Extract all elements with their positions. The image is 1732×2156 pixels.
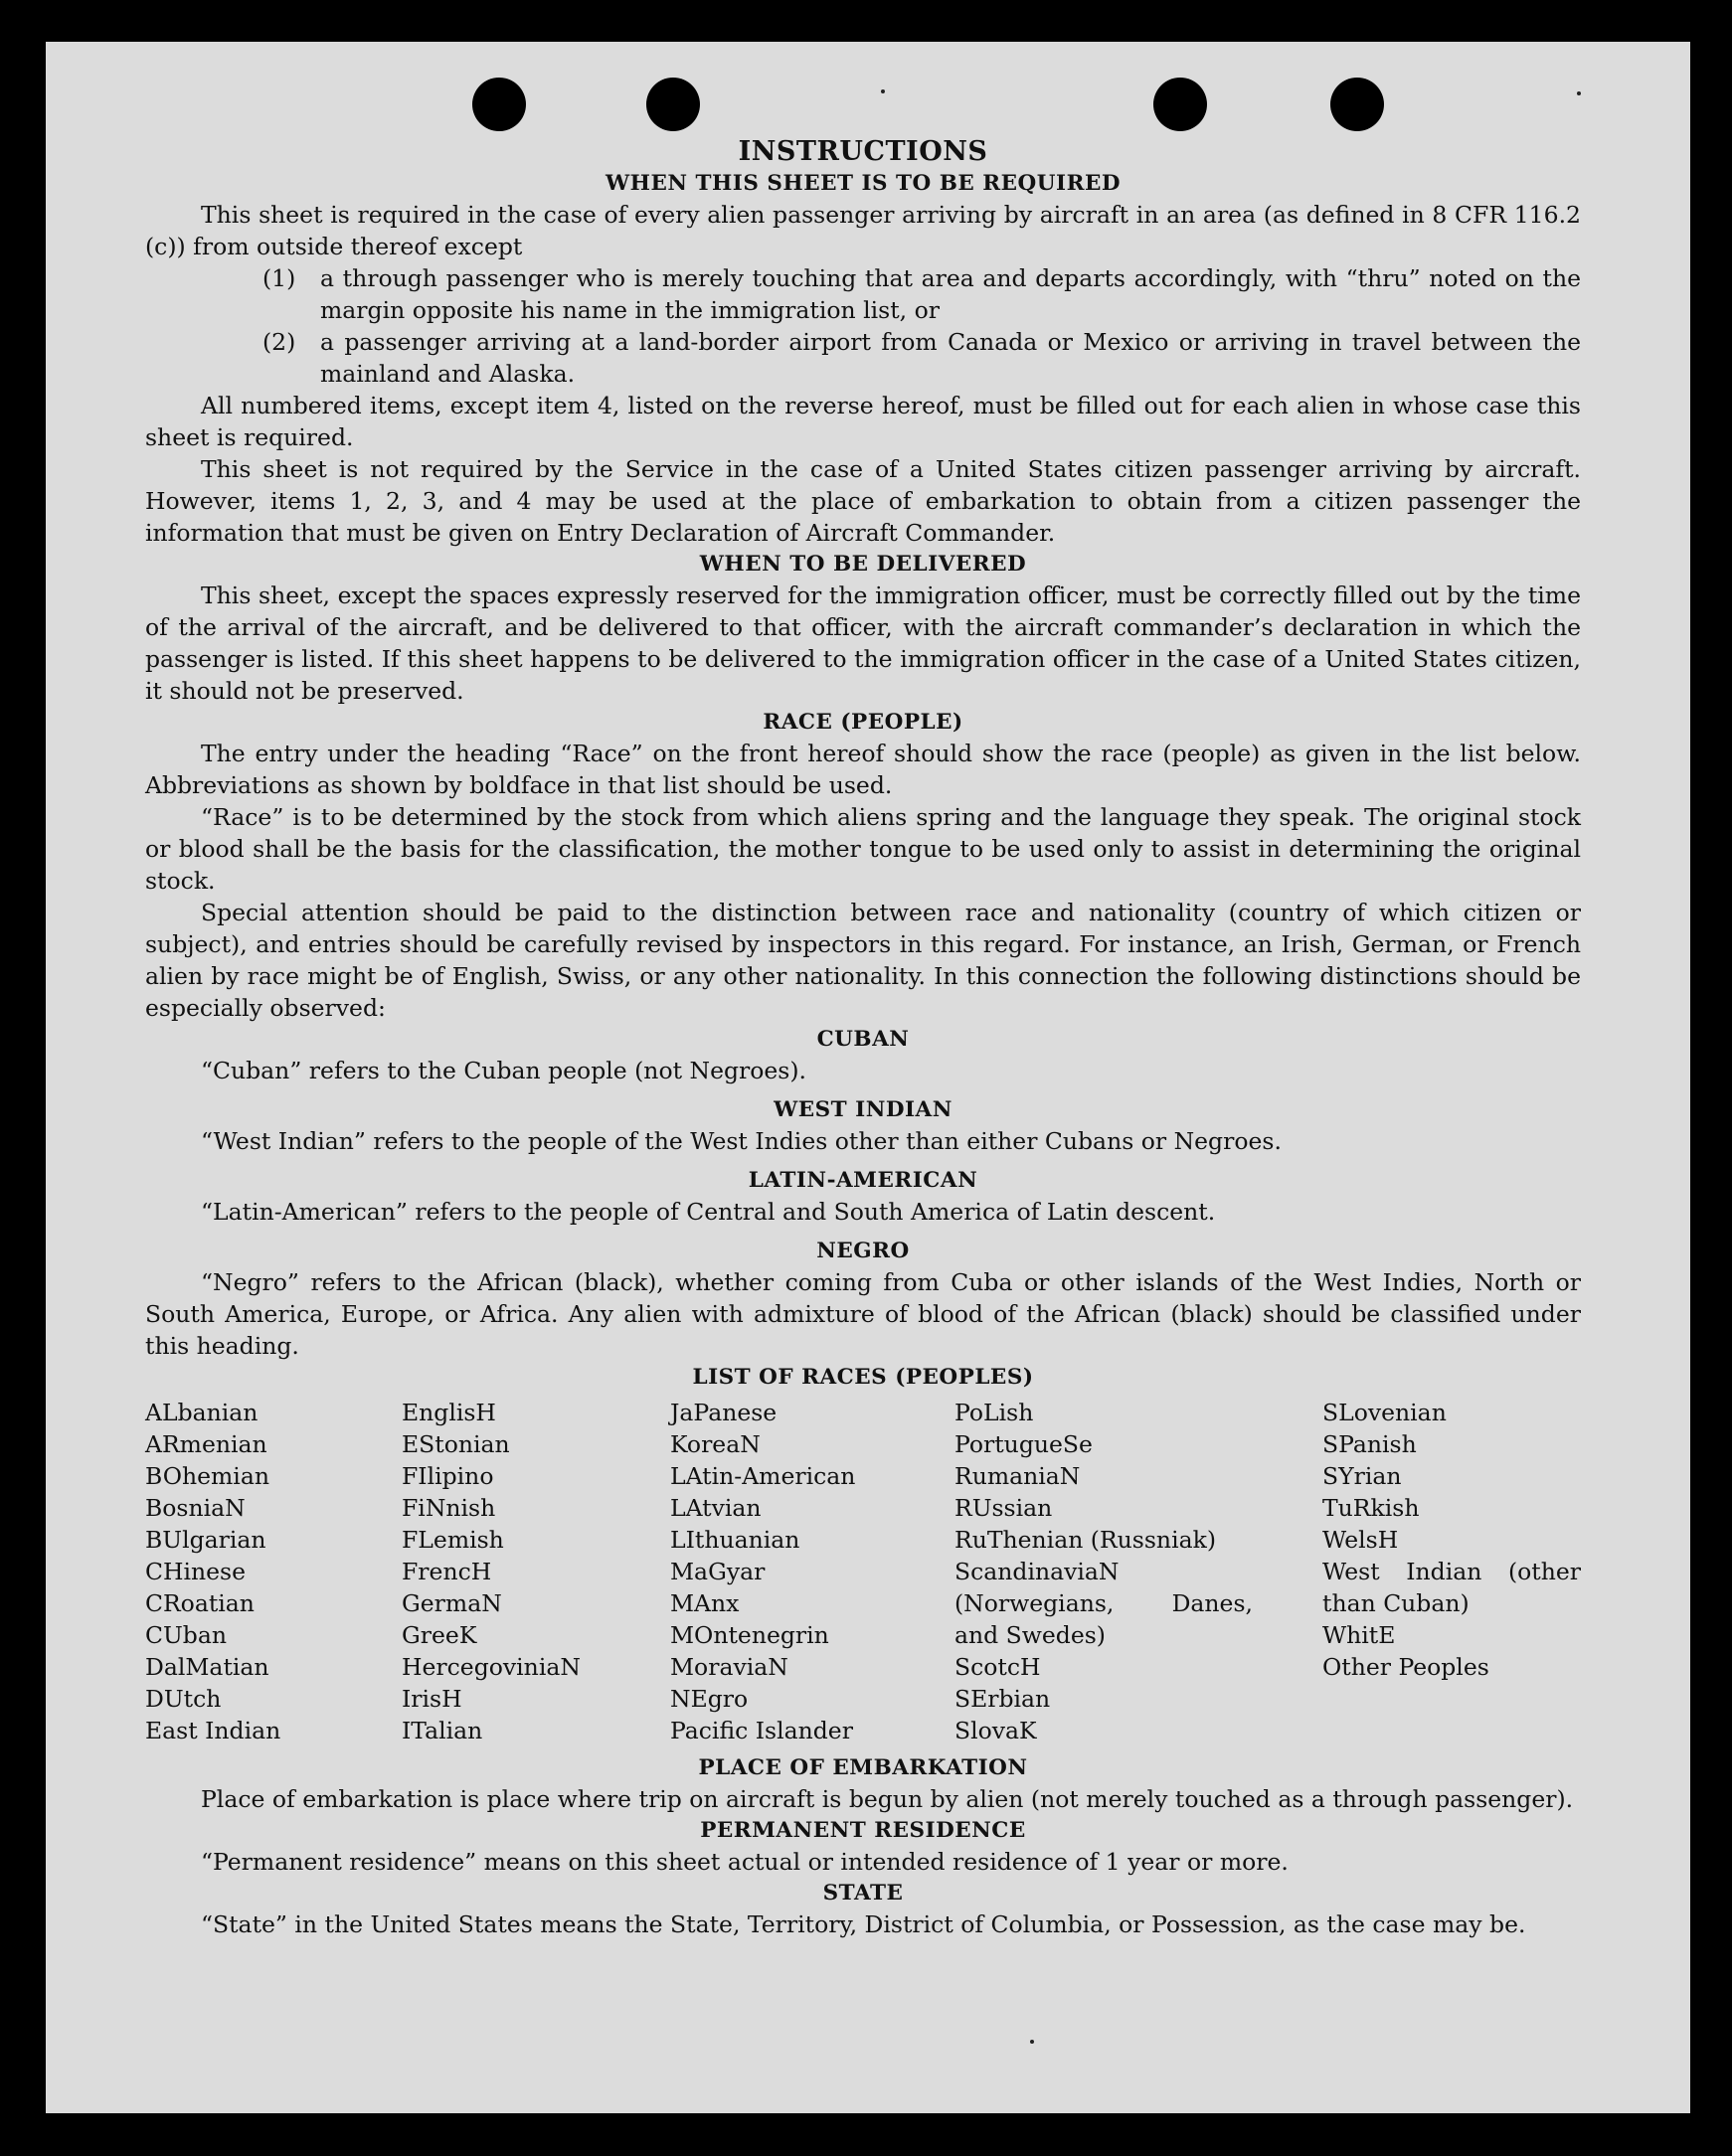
race-item: FIlipino xyxy=(402,1462,494,1490)
race-item: MAnx xyxy=(670,1589,740,1617)
race-item: FiNnish xyxy=(402,1494,496,1522)
race-item: RuThenian (Russniak) xyxy=(954,1526,1216,1554)
race-column xyxy=(954,1397,1322,1746)
race-item: SYrian xyxy=(1322,1462,1402,1490)
speck xyxy=(1030,2040,1034,2044)
punch-hole xyxy=(472,78,526,131)
race-item: KoreaN xyxy=(670,1430,761,1458)
paragraph: “Permanent residence” means on this sheet actual or intended residence of 1 year or more. xyxy=(201,1848,1289,1876)
race-item: IrisH xyxy=(402,1685,462,1713)
race-item: MOntenegrin xyxy=(670,1621,829,1649)
section-heading-race: RACE (PEOPLE) xyxy=(763,710,963,735)
document-sheet xyxy=(46,42,1690,2113)
race-column xyxy=(145,1397,402,1746)
paragraph: This sheet is required in the case of every alien passenger arriving by aircraft in an area (as defined in 8 CFR 116.2 (c)) from outside thereof except xyxy=(145,201,1581,260)
race-item: RumaniaN xyxy=(954,1462,1081,1490)
list-item xyxy=(145,262,1581,326)
item-number: (2) xyxy=(262,328,296,356)
race-item: WhitE xyxy=(1322,1621,1396,1649)
paragraph: “Negro” refers to the African (black), whether coming from Cuba or other islands of the West Indies, North or South America, Europe, or Africa. Any alien with admixture of blood of the African (black) should be classified under this heading. xyxy=(145,1268,1581,1360)
paragraph: All numbered items, except item 4, listed on the reverse hereof, must be filled out for each alien in whose case this sheet is required. xyxy=(145,392,1581,451)
race-list xyxy=(145,1397,1581,1746)
race-item: LIthuanian xyxy=(670,1526,800,1554)
race-item: MoraviaN xyxy=(670,1653,788,1681)
paragraph: “Cuban” refers to the Cuban people (not Negroes). xyxy=(201,1057,807,1084)
paragraph: Place of embarkation is place where trip on aircraft is begun by alien (not merely touched as a through passenger). xyxy=(201,1785,1574,1813)
section-heading-west-indian: WEST INDIAN xyxy=(774,1097,953,1122)
race-item: SlovaK xyxy=(954,1717,1037,1744)
race-item: West Indian (other than Cuban) xyxy=(1322,1558,1581,1617)
paragraph: Special attention should be paid to the distinction between race and nationality (country of which citizen or subject), and entries should be carefully revised by inspectors in this regard. For instance, an Irish, German, or French alien by race might be of English, Swiss, or any other nationality. In this connection the following distinctions should be especially observed: xyxy=(145,899,1581,1022)
race-item: FLemish xyxy=(402,1526,504,1554)
race-item: WelsH xyxy=(1322,1526,1399,1554)
section-heading-permanent-residence: PERMANENT RESIDENCE xyxy=(700,1818,1026,1843)
race-item: Pacific Islander xyxy=(670,1717,853,1744)
punch-hole xyxy=(646,78,700,131)
race-item: Other Peoples xyxy=(1322,1653,1489,1681)
race-item: East Indian xyxy=(145,1717,281,1744)
speck xyxy=(1577,91,1581,95)
page-title: INSTRUCTIONS xyxy=(738,136,988,167)
race-item: CUban xyxy=(145,1621,227,1649)
item-number: (1) xyxy=(262,264,296,292)
punch-hole xyxy=(1153,78,1207,131)
paragraph: “Race” is to be determined by the stock from which aliens spring and the language they speak. The original stock or blood shall be the basis for the classification, the mother tongue to be used only to assist in determining the original stock. xyxy=(145,803,1581,895)
list-item xyxy=(145,326,1581,390)
race-item: PortugueSe xyxy=(954,1430,1093,1458)
paragraph: This sheet, except the spaces expressly reserved for the immigration officer, must be correctly filled out by the time of the arrival of the aircraft, and be delivered to that officer, with the aircraft commander’s declaration in which the passenger is listed. If this sheet happens to be delivered to the immigration officer in the case of a United States citizen, it should not be preserved. xyxy=(145,581,1581,705)
race-item: PoLish xyxy=(954,1399,1034,1426)
item-text: a through passenger who is merely touching that area and departs accordingly, with “thru” noted on the margin opposite his name in the immigration list, or xyxy=(320,264,1581,324)
race-item: DUtch xyxy=(145,1685,222,1713)
race-item: CHinese xyxy=(145,1558,246,1585)
race-item: LAtvian xyxy=(670,1494,762,1522)
punch-hole xyxy=(1330,78,1384,131)
race-item: BosniaN xyxy=(145,1494,246,1522)
paragraph: This sheet is not required by the Service in the case of a United States citizen passenger arriving by aircraft. However, items 1, 2, 3, and 4 may be used at the place of embarkation to obtain from a citizen passenger the information that must be given on Entry Declaration of Aircraft Commander. xyxy=(145,455,1581,547)
race-column xyxy=(670,1397,954,1746)
race-column xyxy=(402,1397,670,1746)
race-item: HercegoviniaN xyxy=(402,1653,581,1681)
section-heading-cuban: CUBAN xyxy=(816,1027,910,1052)
race-item: SLovenian xyxy=(1322,1399,1447,1426)
race-item: ScandinaviaN (Norwegians, Danes, and Swedes) xyxy=(954,1558,1253,1649)
race-item: SErbian xyxy=(954,1685,1051,1713)
section-heading-required: WHEN THIS SHEET IS TO BE REQUIRED xyxy=(606,171,1121,196)
race-item: SPanish xyxy=(1322,1430,1417,1458)
race-item: ALbanian xyxy=(145,1399,259,1426)
section-heading-latin-american: LATIN-AMERICAN xyxy=(748,1168,978,1193)
race-item: ARmenian xyxy=(145,1430,267,1458)
race-column xyxy=(1322,1397,1581,1746)
speck xyxy=(881,89,885,93)
section-heading-delivered: WHEN TO BE DELIVERED xyxy=(699,552,1027,577)
section-heading-list-of-races: LIST OF RACES (PEOPLES) xyxy=(692,1365,1034,1390)
race-item: ITalian xyxy=(402,1717,483,1744)
race-item: LAtin-American xyxy=(670,1462,856,1490)
paragraph: “State” in the United States means the State, Territory, District of Columbia, or Possession, as the case may be. xyxy=(201,1910,1526,1938)
race-item: FrencH xyxy=(402,1558,492,1585)
race-item: GreeK xyxy=(402,1621,477,1649)
race-item: GermaN xyxy=(402,1589,502,1617)
race-item: JaPanese xyxy=(670,1399,778,1426)
item-text: a passenger arriving at a land-border airport from Canada or Mexico or arriving in travel between the mainland and Alaska. xyxy=(320,328,1581,388)
race-item: EStonian xyxy=(402,1430,510,1458)
race-item: NEgro xyxy=(670,1685,749,1713)
paragraph: The entry under the heading “Race” on the front hereof should show the race (people) as given in the list below. Abbreviations as shown by boldface in that list should be used. xyxy=(145,740,1581,799)
race-item: CRoatian xyxy=(145,1589,255,1617)
race-item: TuRkish xyxy=(1322,1494,1420,1522)
section-heading-negro: NEGRO xyxy=(816,1239,910,1263)
race-item: ScotcH xyxy=(954,1653,1041,1681)
race-item: BOhemian xyxy=(145,1462,269,1490)
paragraph: “Latin-American” refers to the people of Central and South America of Latin descent. xyxy=(201,1198,1216,1226)
race-item: RUssian xyxy=(954,1494,1053,1522)
instructions-content xyxy=(145,136,1581,1940)
paragraph: “West Indian” refers to the people of the West Indies other than either Cubans or Negroes. xyxy=(201,1127,1282,1155)
race-item: BUlgarian xyxy=(145,1526,266,1554)
race-item: DalMatian xyxy=(145,1653,269,1681)
section-heading-embarkation: PLACE OF EMBARKATION xyxy=(698,1755,1028,1780)
race-item: MaGyar xyxy=(670,1558,766,1585)
section-heading-state: STATE xyxy=(822,1881,904,1906)
race-item: EnglisH xyxy=(402,1399,496,1426)
